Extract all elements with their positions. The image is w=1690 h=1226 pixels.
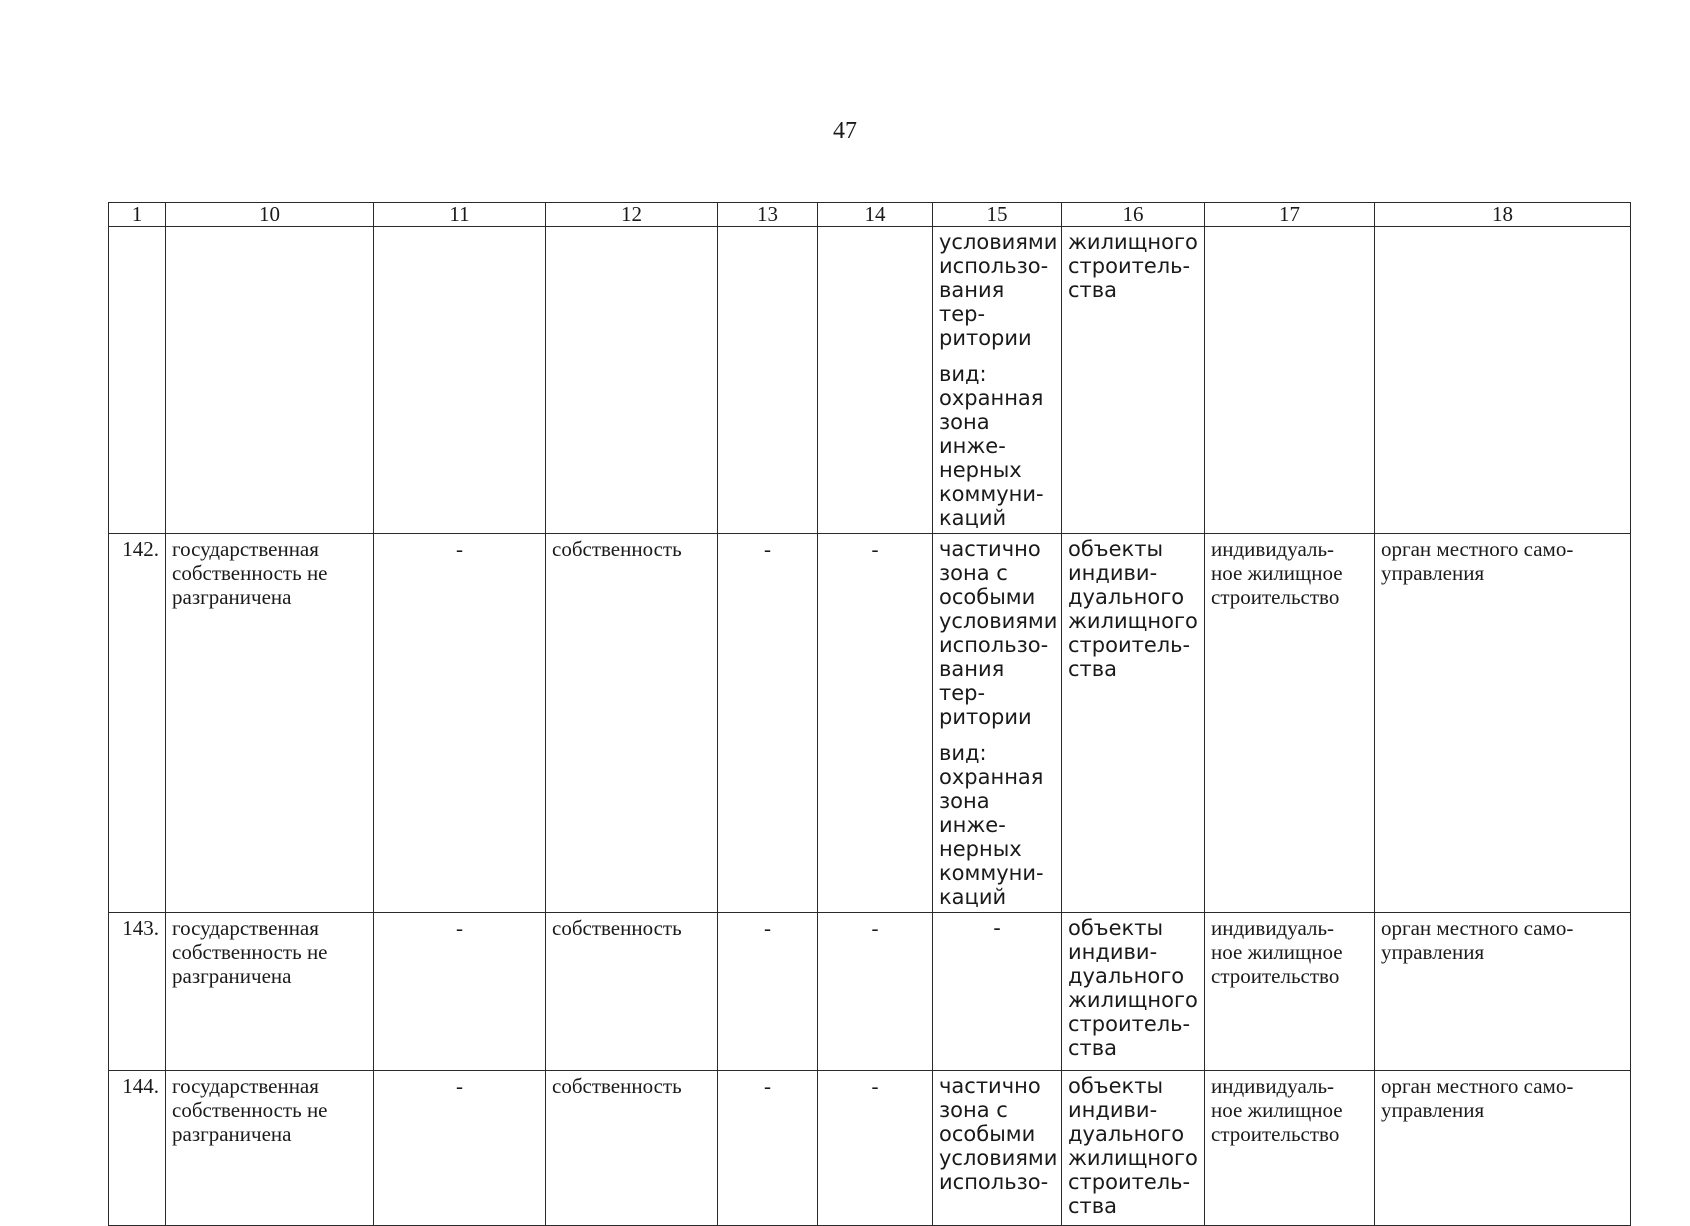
cell-col-13: -: [718, 1071, 818, 1226]
column-header: 18: [1375, 203, 1631, 227]
restriction-zone-text: условиями использо- вания тер- ритории: [939, 230, 1058, 350]
restriction-zone-text: частично зона с особыми условиями использо-: [939, 1074, 1058, 1194]
authority-cell: [1375, 227, 1631, 534]
right-type-cell: собственность: [546, 1071, 718, 1226]
table-row: [109, 913, 1631, 1071]
cell-col-11: -: [374, 1071, 546, 1226]
authority-cell: орган местного само- управления: [1375, 1071, 1631, 1226]
owner-cell: государственная собственность не разграничена: [166, 1071, 374, 1226]
authority-cell: орган местного само- управления: [1375, 913, 1631, 1071]
cell-col-13: -: [718, 534, 818, 913]
column-header: 11: [374, 203, 546, 227]
row-number-cell: 142.: [109, 534, 166, 913]
column-header: 13: [718, 203, 818, 227]
authority-cell: орган местного само- управления: [1375, 534, 1631, 913]
column-header: 15: [933, 203, 1062, 227]
permitted-use-cell: индивидуаль- ное жилищное строительство: [1205, 534, 1375, 913]
cell-col-11: -: [374, 534, 546, 913]
row-number-cell: 143.: [109, 913, 166, 1071]
restriction-cell: [933, 913, 1062, 1071]
column-header: 17: [1205, 203, 1375, 227]
right-type-cell: собственность: [546, 534, 718, 913]
restriction-cell: [933, 534, 1062, 913]
cell-col-14: [818, 227, 933, 534]
owner-cell: [166, 227, 374, 534]
owner-cell: государственная собственность не разграничена: [166, 913, 374, 1071]
cell-col-11: -: [374, 913, 546, 1071]
row-number-cell: 144.: [109, 1071, 166, 1226]
column-header: 10: [166, 203, 374, 227]
right-type-cell: [546, 227, 718, 534]
column-header: 12: [546, 203, 718, 227]
object-type-cell: объекты индиви- дуального жилищного строитель- ства: [1062, 534, 1205, 913]
restriction-kind-text: вид: охранная зона инже- нерных коммуни- каций: [939, 362, 1044, 530]
object-type-cell: объекты индиви- дуального жилищного строитель- ства: [1062, 913, 1205, 1071]
permitted-use-cell: индивидуаль- ное жилищное строительство: [1205, 913, 1375, 1071]
owner-cell: государственная собственность не разграничена: [166, 534, 374, 913]
restriction-cell: [933, 1071, 1062, 1226]
cell-col-14: -: [818, 534, 933, 913]
column-header: 14: [818, 203, 933, 227]
restriction-zone-text: частично зона с особыми условиями использо- вания тер- ритории: [939, 537, 1058, 729]
restriction-cell: [933, 227, 1062, 534]
land-registry-table: [108, 202, 1631, 1226]
table-row: [109, 534, 1631, 913]
object-type-cell: объекты индиви- дуального жилищного строитель- ства: [1062, 1071, 1205, 1226]
cell-col-14: -: [818, 1071, 933, 1226]
row-number-cell: [109, 227, 166, 534]
table-row: [109, 1071, 1631, 1226]
restriction-zone-text: -: [993, 916, 1001, 940]
column-header: 16: [1062, 203, 1205, 227]
cell-col-11: [374, 227, 546, 534]
object-type-cell: жилищного строитель- ства: [1062, 227, 1205, 534]
page-number: 47: [833, 118, 857, 144]
table-row: [109, 227, 1631, 534]
restriction-kind-text: вид: охранная зона инже- нерных коммуни- каций: [939, 741, 1044, 909]
column-header: 1: [109, 203, 166, 227]
cell-col-13: -: [718, 913, 818, 1071]
permitted-use-cell: индивидуаль- ное жилищное строительство: [1205, 1071, 1375, 1226]
cell-col-14: -: [818, 913, 933, 1071]
permitted-use-cell: [1205, 227, 1375, 534]
right-type-cell: собственность: [546, 913, 718, 1071]
column-number-header-row: [109, 203, 1631, 227]
cell-col-13: [718, 227, 818, 534]
